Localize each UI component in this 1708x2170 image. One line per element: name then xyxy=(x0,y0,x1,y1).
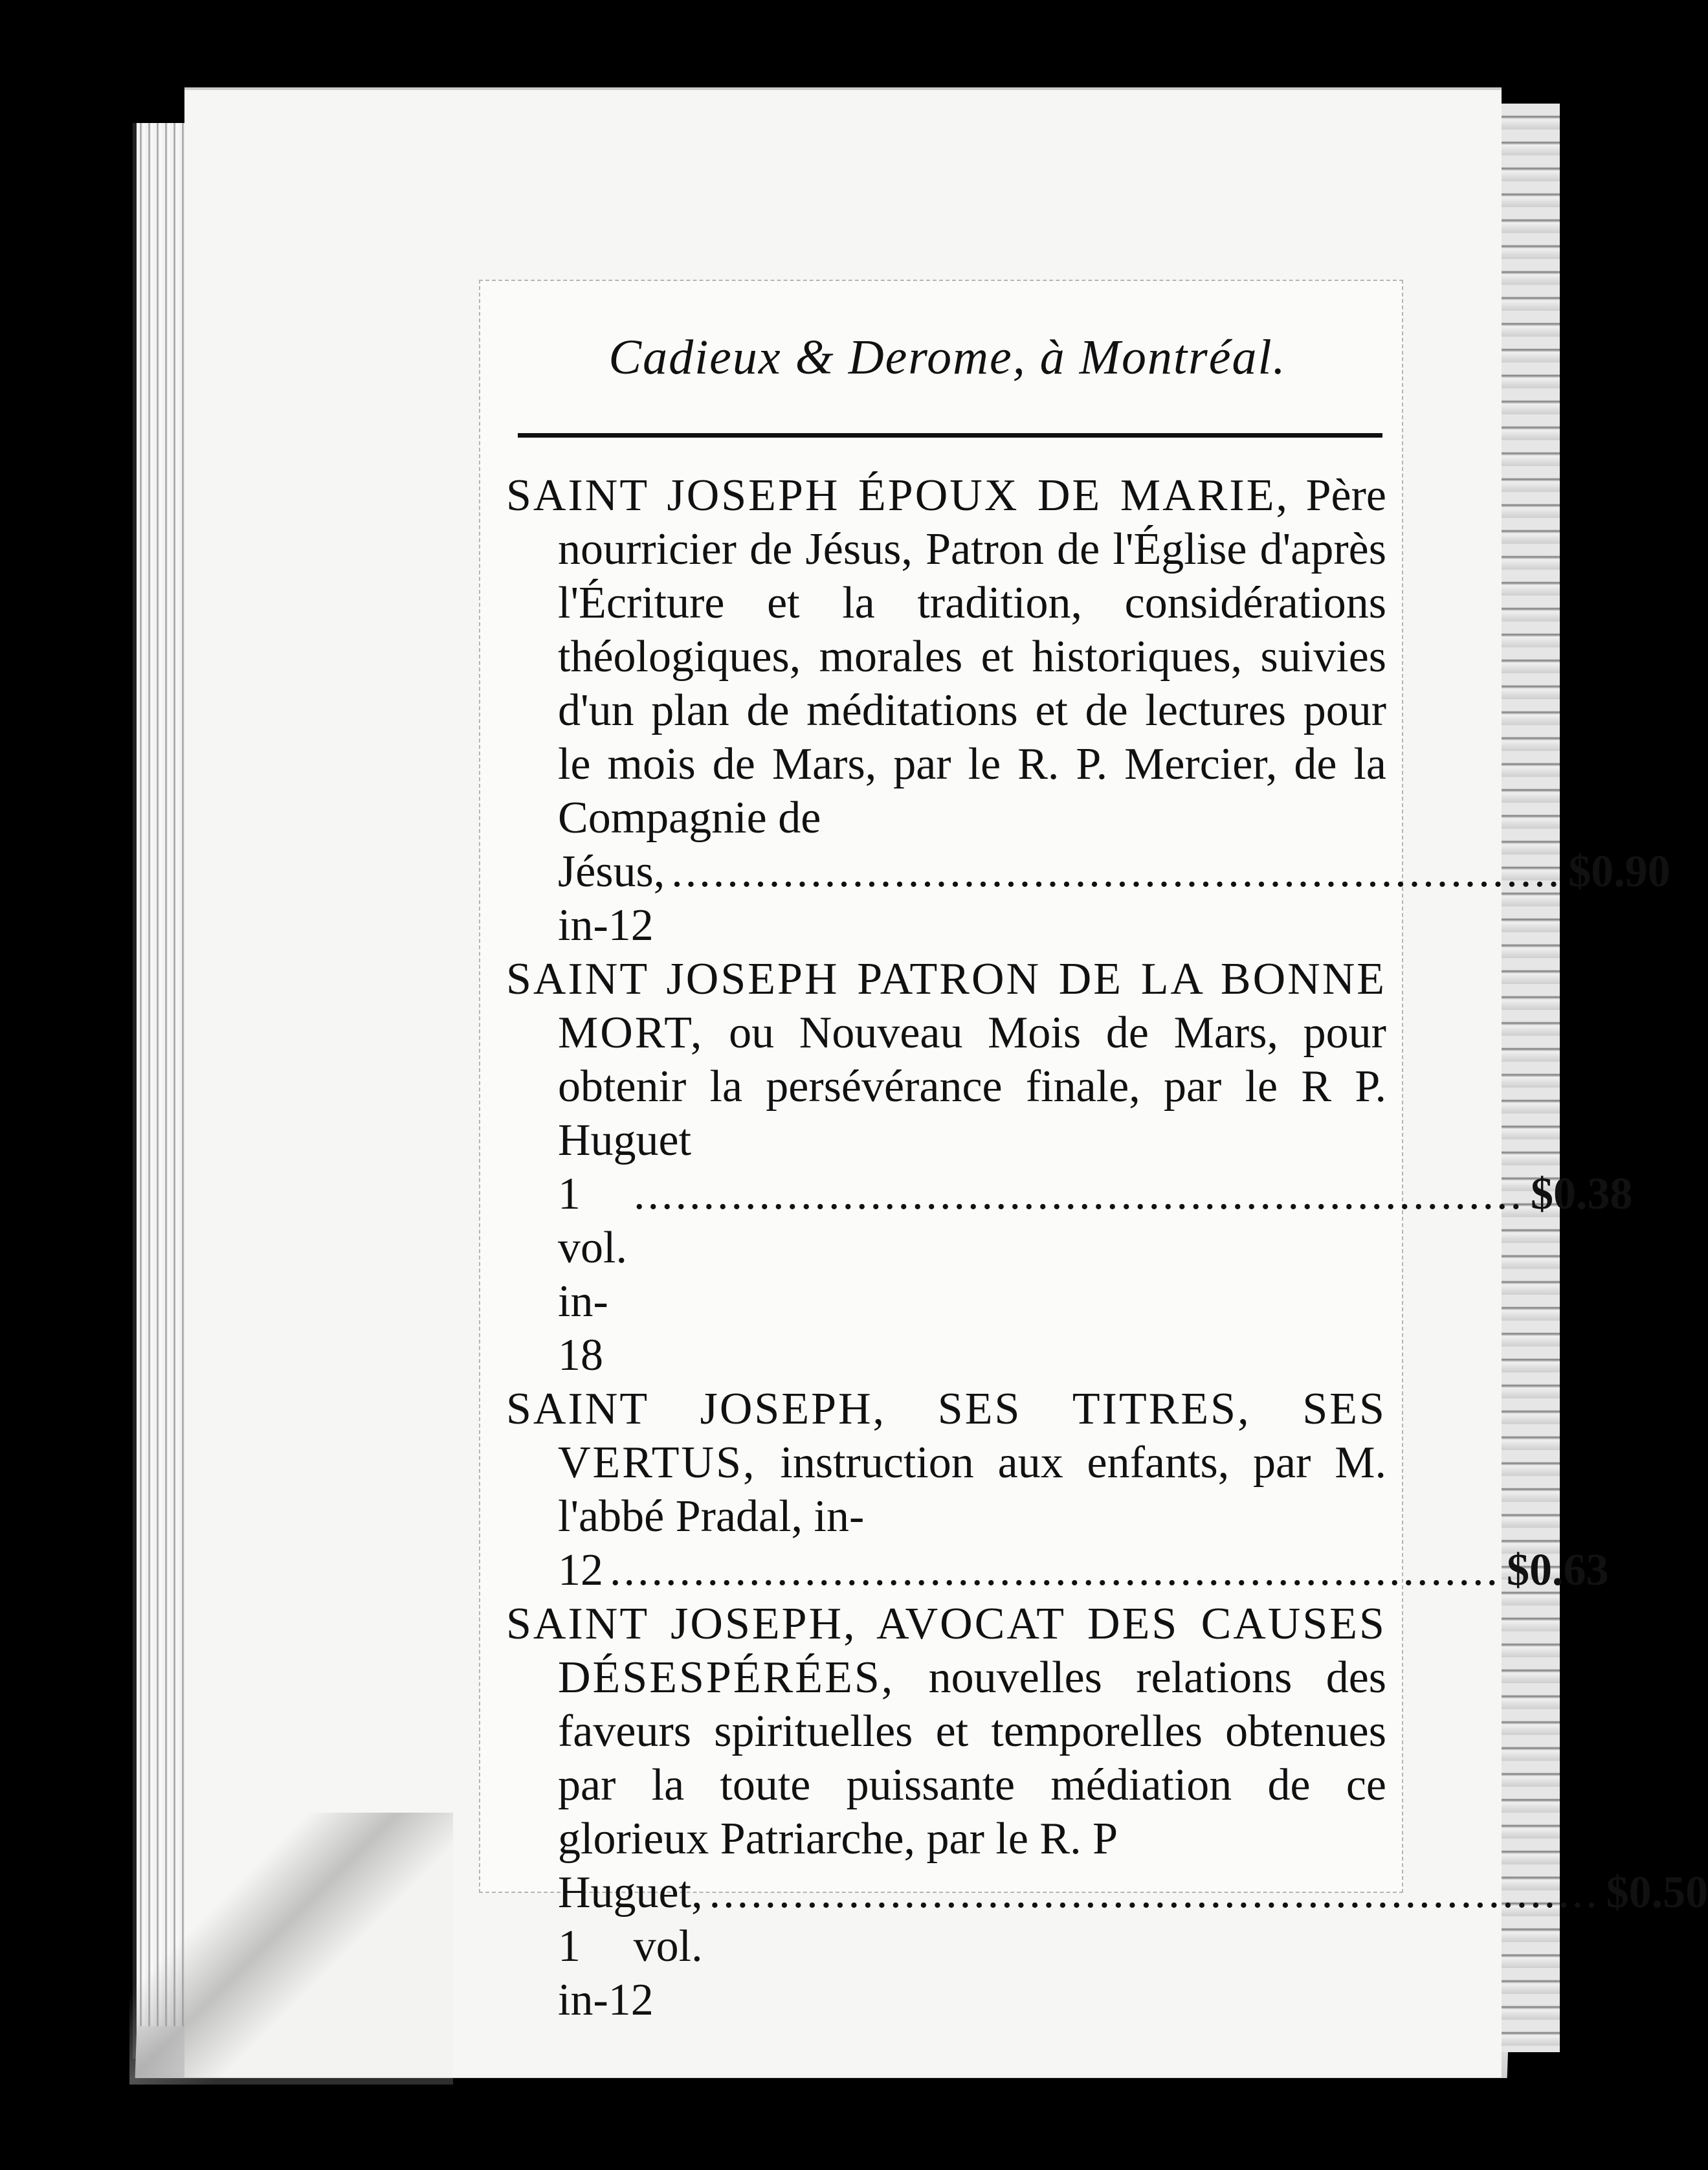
entry-price: $0.63 xyxy=(1507,1545,1609,1595)
entry-title: SAINT JOSEPH PATRON DE LA BONNE MORT, xyxy=(506,954,1386,1058)
catalogue-entry xyxy=(506,1597,1708,2027)
leader-dots: ................................................................ xyxy=(610,1545,1500,1595)
leader-dots: ................................................................ xyxy=(709,1868,1600,1918)
entry-title: SAINT JOSEPH, SES TITRES, SES VERTUS, xyxy=(506,1384,1386,1488)
catalogue-entry xyxy=(506,469,1670,952)
entry-title: SAINT JOSEPH ÉPOUX DE MARIE, xyxy=(506,471,1289,520)
header-rule xyxy=(518,433,1382,438)
entry-format: 12 xyxy=(558,1545,603,1595)
entry-price-line xyxy=(558,1167,1633,1382)
entry-price: $0.38 xyxy=(1530,1169,1633,1219)
entry-description: nouvelles relations des faveurs spirituelles et temporelles obtenues par la toute puissante médiation de ce glorieux Patriarche, par le R. P xyxy=(558,1653,1387,1864)
catalogue-entries xyxy=(506,469,1708,2027)
entry-description: Père nourricier de Jésus, Patron de l'Église d'après l'Écriture et la tradition, considérations théologiques, morales et historiques, suivies d'un plan de méditations et de lectures pour le mois de Mars, par le R. P. Mercier, de la Compagnie de xyxy=(558,471,1387,843)
entry-description: ou Nouveau Mois de Mars, pour obtenir la persévérance finale, par le R P. Huguet xyxy=(558,1008,1386,1165)
entry-price-line xyxy=(558,1543,1609,1597)
catalogue-leaf xyxy=(479,280,1708,2025)
entry-price: $0.90 xyxy=(1568,847,1670,897)
entry-price: $0.50 xyxy=(1606,1868,1708,1918)
entry-format: 1 vol. in-18 xyxy=(558,1169,627,1380)
entry-format: Huguet, 1 vol. in-12 xyxy=(558,1868,703,2025)
leader-dots: ................................................................ xyxy=(633,1169,1524,1219)
entry-description: instruction aux enfants, par M. l'abbé Pradal, in- xyxy=(558,1438,1386,1541)
catalogue-entry xyxy=(506,952,1633,1382)
entry-price-line xyxy=(558,845,1670,952)
entry-price-line xyxy=(558,1866,1708,2027)
catalogue-entry xyxy=(506,1382,1609,1597)
corner-crease xyxy=(129,1813,453,2085)
publisher-header: Cadieux & Derome, à Montréal. xyxy=(608,330,1287,385)
leader-dots: ................................................................ xyxy=(671,847,1562,897)
entry-format: Jésus, in-12 xyxy=(558,847,665,950)
entry-title: SAINT JOSEPH, AVOCAT DES CAUSES DÉSESPÉRÉES, xyxy=(506,1599,1386,1703)
